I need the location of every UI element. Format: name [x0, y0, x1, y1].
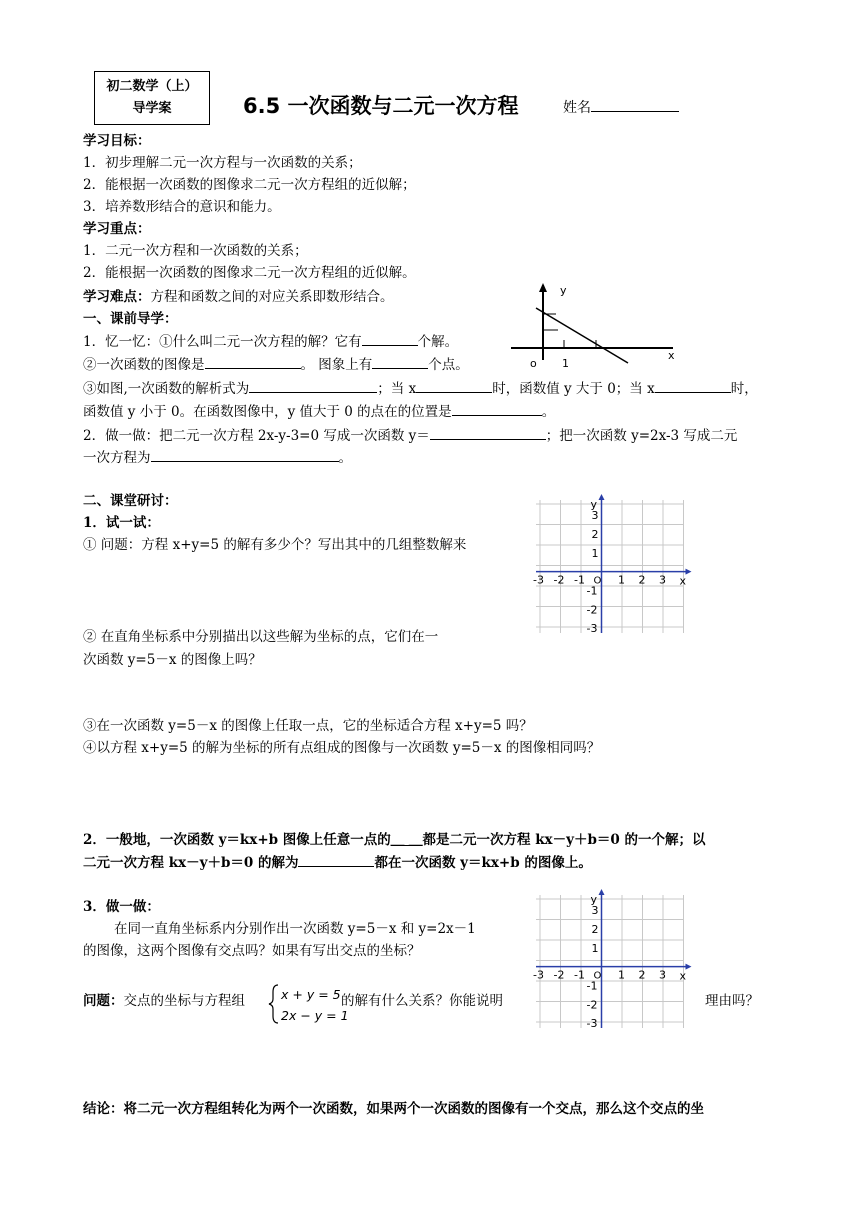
q1-b [83, 353, 469, 376]
y-tick-label: -1 [586, 584, 598, 598]
y-tick-label: -3 [586, 1017, 598, 1031]
answer-blank[interactable] [362, 330, 418, 346]
y-tick-label: 3 [591, 509, 599, 523]
name-field [563, 96, 679, 117]
q2-a [83, 424, 737, 447]
try-heading: 1．试一试： [83, 515, 160, 531]
page-title: 6.5 一次函数与二元一次方程 [243, 94, 519, 118]
q1-c-3: 时，函数值 y 大于 0；当 x [492, 381, 655, 397]
general-b-2: 都在一次函数 y＝kx+b 的图像上。 [374, 855, 592, 871]
question-2a: ② 在直角坐标系中分别描出以这些解为坐标的点，它们在一 [83, 629, 439, 645]
small-line-graph [508, 280, 688, 370]
conclusion-text: 将二元一次方程组转化为两个一次函数，如果两个一次函数的图像有一个交点，那么这个交点的坐 [123, 1101, 704, 1117]
difficulty-heading: 学习难点： [83, 289, 151, 305]
q2-b [83, 446, 352, 469]
question-2b: 次函数 y=5－x 的图像上吗？ [83, 652, 262, 668]
x-tick-label: -3 [533, 968, 544, 982]
small-origin-label: o [530, 357, 537, 370]
conclusion-line [83, 1098, 704, 1120]
difficulty-line [83, 286, 394, 308]
q1-c-4: 时， [730, 381, 758, 397]
grid-origin-label: O [593, 575, 602, 587]
function-line [536, 308, 628, 363]
y-tick-label: 1 [591, 546, 599, 560]
equation-2: 2x − y = 1 [281, 1008, 349, 1023]
y-arrow [599, 889, 605, 895]
question-text-1: 交点的坐标与方程组 [123, 993, 245, 1009]
small-one-label: 1 [562, 357, 569, 370]
difficulty-text: 方程和函数之间的对应关系即数形结合。 [150, 289, 394, 305]
general-a-2: 都是二元一次方程 kx－y＋b＝0 的一个解；以 [422, 832, 706, 848]
objectives-heading: 学习目标： [83, 133, 151, 149]
equation-1: x + y = 5 [281, 987, 341, 1002]
y-tick-label: 2 [591, 527, 599, 541]
course-box-line1: 初二数学（上） [106, 79, 198, 94]
general-b-text: 二元一次方程 kx－y＋b＝0 的解为 [83, 855, 299, 871]
left-brace [269, 985, 278, 1023]
name-blank[interactable] [591, 96, 679, 112]
small-x-label: x [668, 349, 675, 362]
grid-origin-label: O [593, 970, 602, 982]
question-line [83, 990, 245, 1012]
q2-a-text: 2．做一做：把二元一次方程 2x-y-3=0 写成一次函数 y＝ [83, 428, 430, 444]
general-statement-a [83, 829, 705, 851]
answer-blank[interactable] [249, 377, 377, 393]
x-tick-label: -2 [553, 968, 565, 982]
x-tick-label: 1 [618, 573, 625, 587]
conclusion-label: 结论： [83, 1101, 124, 1117]
grid-x-label: x [679, 969, 687, 983]
keypoints-heading: 学习重点： [83, 221, 151, 237]
do-text-b: 的图像，这两个图像有交点吗？如果有写出交点的坐标？ [83, 943, 421, 959]
y-tick-label: -3 [586, 622, 598, 636]
keypoint-item-1: 1．二元一次方程和一次函数的关系； [83, 243, 308, 259]
section2-heading: 二、课堂研讨： [83, 493, 178, 509]
q1-d-end: 。 [541, 404, 556, 420]
q1-c-2: ；当 x [377, 381, 417, 397]
equation-system [268, 982, 349, 1026]
do-heading: 3．做一做： [83, 899, 160, 915]
answer-blank[interactable] [430, 424, 546, 440]
q2-a-2: ；把一次函数 y=2x-3 写成二元 [545, 428, 738, 444]
general-a-text: 2．一般地，一次函数 y＝kx+b 图像上任意一点的 [83, 832, 391, 848]
y-tick-label: 1 [591, 941, 599, 955]
q1-d [83, 400, 555, 423]
y-tick-label: -2 [586, 603, 598, 617]
y-tick-label: 2 [591, 922, 599, 936]
course-box-line2: 导学案 [132, 101, 172, 116]
x-arrow [686, 964, 692, 970]
x-arrow [686, 569, 692, 575]
grid-y-label: y [590, 893, 598, 906]
do-text-a: 在同一直角坐标系内分别作出一次函数 y=5－x 和 y=2x－1 [114, 921, 476, 937]
q2-b-text: 一次方程为 [83, 450, 151, 466]
y-tick-label: -1 [586, 979, 598, 993]
x-tick-label: 3 [659, 968, 666, 982]
answer-blank[interactable] [372, 353, 428, 369]
course-box [94, 71, 210, 125]
x-tick-label: 2 [638, 968, 646, 982]
q1-a-text: 1．忆一忆：①什么叫二元一次方程的解？它有 [83, 334, 362, 350]
x-tick-label: -1 [574, 968, 585, 982]
q1-a-end: 个解。 [417, 334, 459, 350]
grid-x-label: x [679, 574, 687, 588]
grid-y-label: y [590, 498, 598, 511]
question-text-2: 的解有什么关系？你能说明 [341, 993, 503, 1009]
q1-a [83, 330, 458, 353]
question-3: ③在一次函数 y=5－x 的图像上任取一点，它的坐标适合方程 x+y=5 吗？ [83, 718, 533, 734]
answer-blank[interactable] [151, 446, 339, 462]
y-arrow [539, 283, 547, 292]
q1-b-text: ②一次函数的图像是 [83, 357, 205, 373]
x-tick-label: -3 [533, 573, 544, 587]
q1-b-end: 个点。 [428, 357, 469, 373]
x-tick-label: 1 [618, 968, 625, 982]
answer-blank[interactable] [452, 400, 542, 416]
y-arrow [599, 494, 605, 500]
q2-b-end: 。 [338, 450, 352, 466]
question-1: ① 问题：方程 x+y=5 的解有多少个？写出其中的几组整数解来 [83, 537, 467, 553]
coordinate-grid-1[interactable] [534, 494, 694, 638]
q1-c [83, 377, 758, 400]
x-tick-label: -2 [553, 573, 565, 587]
objective-item-1: 1．初步理解二元一次方程与一次函数的关系； [83, 155, 362, 171]
answer-blank[interactable] [298, 851, 374, 867]
keypoint-item-2: 2．能根据一次函数的图像求二元一次方程组的近似解。 [83, 265, 416, 281]
q1-c-text: ③如图,一次函数的解析式为 [83, 381, 250, 397]
name-label: 姓名 [563, 100, 591, 116]
x-tick-label: -1 [574, 573, 585, 587]
coordinate-grid-2[interactable] [534, 889, 694, 1033]
section1-heading: 一、课前导学： [83, 311, 178, 327]
objective-item-2: 2．能根据一次函数的图像求二元一次方程组的近似解； [83, 177, 416, 193]
general-statement-b [83, 851, 592, 874]
x-tick-label: 2 [638, 573, 646, 587]
question-label: 问题： [83, 993, 124, 1009]
answer-blank[interactable] [655, 377, 731, 393]
q1-d-text: 函数值 y 小于 0。在函数图像中，y 值大于 0 的点在的位置是 [83, 404, 452, 420]
question-4: ④以方程 x+y=5 的解为坐标的所有点组成的图像与一次函数 y=5－x 的图像相同吗？ [83, 740, 601, 756]
y-tick-label: 3 [591, 904, 599, 918]
objective-item-3: 3．培养数形结合的意识和能力。 [83, 199, 281, 215]
general-a-blank[interactable]: ＿ ＿ [390, 832, 423, 848]
x-tick-label: 3 [659, 573, 666, 587]
answer-blank[interactable] [416, 377, 492, 393]
small-y-label: y [560, 284, 567, 297]
y-tick-label: -2 [586, 998, 598, 1012]
q1-b-mid: 。 图象上有 [300, 357, 373, 373]
question-text-3: 理由吗？ [705, 993, 759, 1009]
answer-blank[interactable] [205, 353, 301, 369]
